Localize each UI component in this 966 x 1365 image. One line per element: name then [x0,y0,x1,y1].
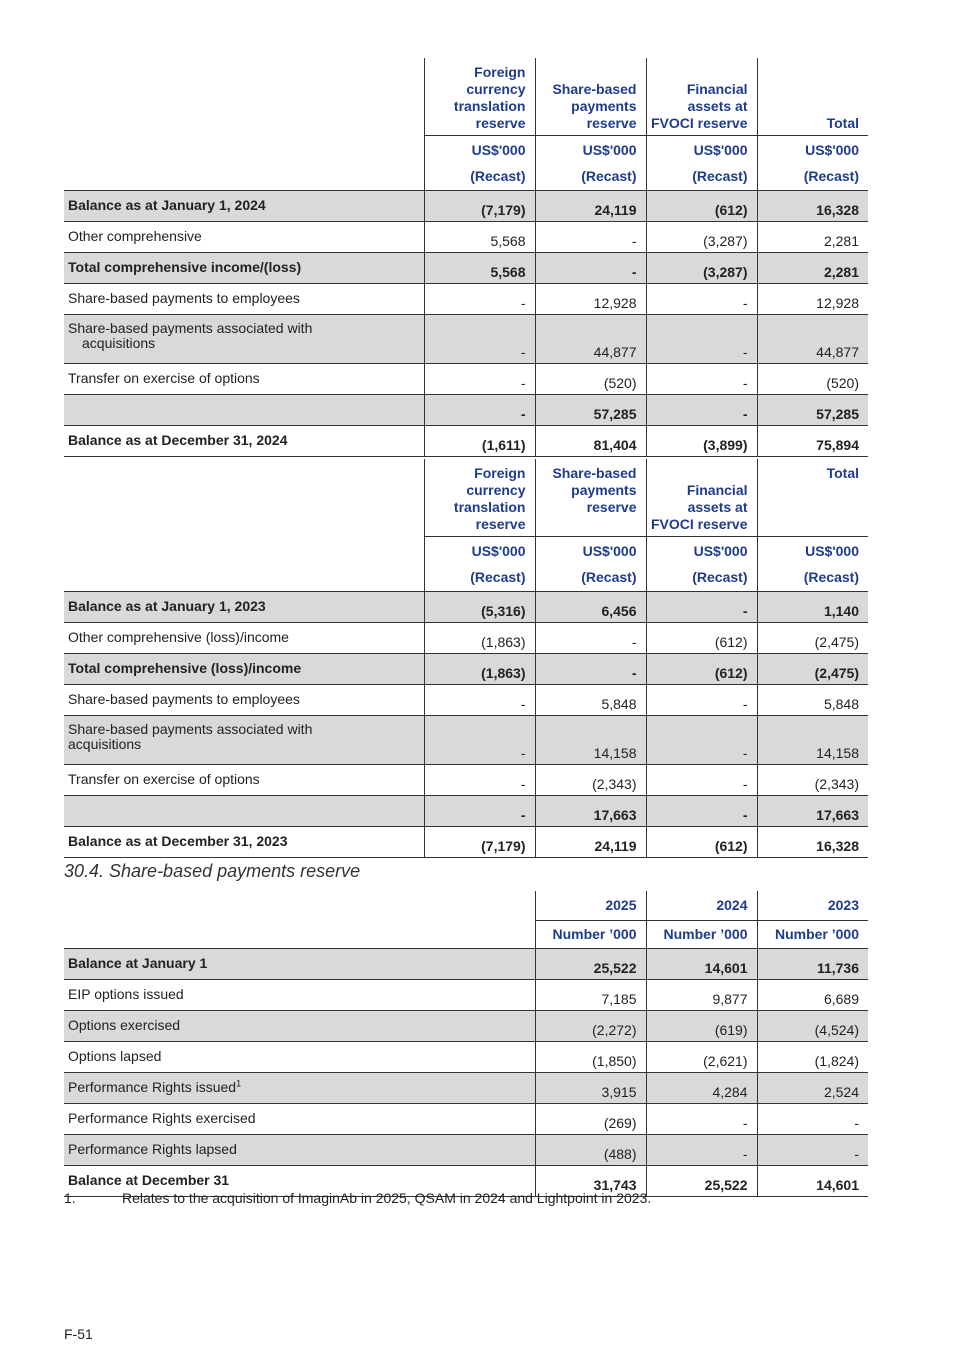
header-row [64,58,868,136]
cell-value: 25,522 [646,1166,757,1197]
column-header: Financial assets at FVOCI reserve [646,58,757,136]
page-number: F-51 [64,1326,93,1342]
cell-value: 5,848 [757,685,868,716]
cell-value: 16,328 [757,827,868,858]
row-label: Performance Rights exercised [64,1104,535,1135]
row-label: Total comprehensive (loss)/income [64,654,424,685]
reserves-table-2023 [64,459,868,858]
table-row [64,716,868,765]
cell-value: 12,928 [757,284,868,315]
cell-value: - [646,284,757,315]
cell-value: (2,621) [646,1042,757,1073]
unit-row [64,921,868,949]
row-label: Options lapsed [64,1042,535,1073]
cell-value: - [646,1104,757,1135]
cell-value: (3,287) [646,253,757,284]
cell-value: (520) [535,364,646,395]
row-label [64,1073,535,1104]
cell-value: 2,524 [757,1073,868,1104]
cell-value: (612) [646,623,757,654]
recast-label: (Recast) [757,565,868,592]
table-row [64,253,868,284]
table-row [64,796,868,827]
table-row [64,364,868,395]
table-row [64,395,868,426]
table-row [64,1104,868,1135]
footnote [64,1190,651,1206]
cell-value: - [424,315,535,364]
column-header: Total [757,459,868,537]
cell-value: (3,287) [646,222,757,253]
unit-label: US$'000 [646,537,757,566]
cell-value: - [535,222,646,253]
footnote-number: 1. [64,1190,76,1206]
cell-value: - [757,1104,868,1135]
year-header: 2024 [646,891,757,921]
table-row [64,426,868,457]
table-row [64,623,868,654]
cell-value: 81,404 [535,426,646,457]
cell-value: 14,601 [646,949,757,980]
cell-value: (1,824) [757,1042,868,1073]
cell-value: (1,863) [424,623,535,654]
cell-value: 1,140 [757,592,868,623]
row-label-text: Performance Rights issued [68,1079,237,1095]
row-label: Total comprehensive income/(loss) [64,253,424,284]
cell-value: - [535,253,646,284]
row-label [64,395,424,426]
recast-label: (Recast) [646,565,757,592]
table-row [64,1073,868,1104]
recast-label: (Recast) [646,164,757,191]
row-label: Options exercised [64,1011,535,1042]
column-header: Foreign currency translation reserve [424,58,535,136]
cell-value: - [424,765,535,796]
recast-label: (Recast) [757,164,868,191]
row-label [64,315,424,364]
row-label: Transfer on exercise of options [64,765,424,796]
cell-value: (2,272) [535,1011,646,1042]
row-label: Balance as at January 1, 2023 [64,592,424,623]
cell-value: 6,689 [757,980,868,1011]
cell-value: 11,736 [757,949,868,980]
unit-label: US$'000 [757,537,868,566]
cell-value: (1,611) [424,426,535,457]
cell-value: - [424,364,535,395]
table-row [64,827,868,858]
recast-row [64,565,868,592]
cell-value: 2,281 [757,253,868,284]
cell-value: 17,663 [535,796,646,827]
cell-value: 24,119 [535,827,646,858]
table-row [64,685,868,716]
unit-label: US$'000 [424,537,535,566]
row-label [64,796,424,827]
cell-value: - [535,654,646,685]
cell-value: 12,928 [535,284,646,315]
cell-value: (7,179) [424,191,535,222]
cell-value: - [646,685,757,716]
footnote-text: Relates to the acquisition of ImaginAb in 2025, QSAM in 2024 and Lightpoint in 2023. [122,1190,652,1206]
unit-label: Number ’000 [757,921,868,949]
cell-value: 3,915 [535,1073,646,1104]
recast-label: (Recast) [535,164,646,191]
unit-label: US$'000 [424,136,535,165]
cell-value: (2,343) [535,765,646,796]
cell-value: 5,848 [535,685,646,716]
unit-label: US$'000 [646,136,757,165]
cell-value: - [424,395,535,426]
cell-value: 2,281 [757,222,868,253]
cell-value: (488) [535,1135,646,1166]
column-header: Share-based payments reserve [535,459,646,537]
cell-value: - [646,796,757,827]
table-row [64,765,868,796]
recast-label: (Recast) [424,164,535,191]
header-row [64,459,868,537]
cell-value: 17,663 [757,796,868,827]
cell-value: 57,285 [535,395,646,426]
cell-value: - [646,1135,757,1166]
table-row [64,284,868,315]
cell-value: 44,877 [757,315,868,364]
row-label: Share-based payments to employees [64,685,424,716]
cell-value: 57,285 [757,395,868,426]
column-header: Financial assets at FVOCI reserve [646,459,757,537]
cell-value: (619) [646,1011,757,1042]
cell-value: 75,894 [757,426,868,457]
unit-label: US$'000 [757,136,868,165]
cell-value: (612) [646,654,757,685]
cell-value: (2,343) [757,765,868,796]
row-label: Balance as at January 1, 2024 [64,191,424,222]
cell-value: (1,850) [535,1042,646,1073]
cell-value: 5,568 [424,253,535,284]
year-header: 2023 [757,891,868,921]
cell-value: (612) [646,191,757,222]
cell-value: 44,877 [535,315,646,364]
cell-value: (269) [535,1104,646,1135]
table-row [64,1135,868,1166]
row-label: Performance Rights lapsed [64,1135,535,1166]
cell-value: 5,568 [424,222,535,253]
cell-value: 7,185 [535,980,646,1011]
cell-value: 14,601 [757,1166,868,1197]
cell-value: 14,158 [535,716,646,765]
table-row [64,191,868,222]
cell-value: - [757,1135,868,1166]
cell-value: (5,316) [424,592,535,623]
year-header: 2025 [535,891,646,921]
table-row [64,315,868,364]
table-row [64,949,868,980]
column-header: Foreign currency translation reserve [424,459,535,537]
row-label: Other comprehensive [64,222,424,253]
cell-value: - [535,623,646,654]
row-label: Balance as at December 31, 2023 [64,827,424,858]
cell-value: (520) [757,364,868,395]
reserves-table-2024 [64,58,868,457]
recast-row [64,164,868,191]
row-label-line: Share-based payments associated with [68,320,313,336]
header-row [64,891,868,921]
table-row [64,222,868,253]
section-title: 30.4. Share-based payments reserve [64,861,361,881]
row-label: Other comprehensive (loss)/income [64,623,424,654]
recast-label: (Recast) [424,565,535,592]
row-label-line: acquisitions [68,736,142,752]
table-row [64,592,868,623]
cell-value: (3,899) [646,426,757,457]
table-row [64,980,868,1011]
cell-value: 14,158 [757,716,868,765]
unit-row [64,537,868,566]
row-label [64,716,424,765]
cell-value: - [424,284,535,315]
cell-value: 9,877 [646,980,757,1011]
row-label: Balance as at December 31, 2024 [64,426,424,457]
cell-value: - [646,364,757,395]
cell-value: - [646,395,757,426]
cell-value: 6,456 [535,592,646,623]
unit-row [64,136,868,165]
cell-value: 4,284 [646,1073,757,1104]
cell-value: 31,743 [535,1166,646,1197]
cell-value: (2,475) [757,623,868,654]
unit-label: US$'000 [535,537,646,566]
cell-value: - [646,592,757,623]
cell-value: (4,524) [757,1011,868,1042]
cell-value: - [424,796,535,827]
row-label: EIP options issued [64,980,535,1011]
cell-value: (612) [646,827,757,858]
column-header: Total [757,58,868,136]
row-label: Balance at December 31 [64,1166,535,1197]
cell-value: - [646,716,757,765]
cell-value: 24,119 [535,191,646,222]
row-label-line: Share-based payments associated with [68,721,313,737]
recast-label: (Recast) [535,565,646,592]
cell-value: 16,328 [757,191,868,222]
row-label: Transfer on exercise of options [64,364,424,395]
cell-value: - [424,716,535,765]
cell-value: (1,863) [424,654,535,685]
cell-value: 25,522 [535,949,646,980]
unit-label: Number ’000 [535,921,646,949]
cell-value: (2,475) [757,654,868,685]
row-label-line: acquisitions [82,335,156,351]
column-header: Share-based payments reserve [535,58,646,136]
unit-label: Number ’000 [646,921,757,949]
table-row [64,1042,868,1073]
row-label: Share-based payments to employees [64,284,424,315]
cell-value: - [646,765,757,796]
table-row [64,1011,868,1042]
cell-value: - [646,315,757,364]
unit-label: US$'000 [535,136,646,165]
share-based-payments-table [64,891,868,1197]
footnote-marker: 1 [236,1078,242,1089]
row-label: Balance at January 1 [64,949,535,980]
cell-value: (7,179) [424,827,535,858]
table-row [64,654,868,685]
cell-value: - [424,685,535,716]
